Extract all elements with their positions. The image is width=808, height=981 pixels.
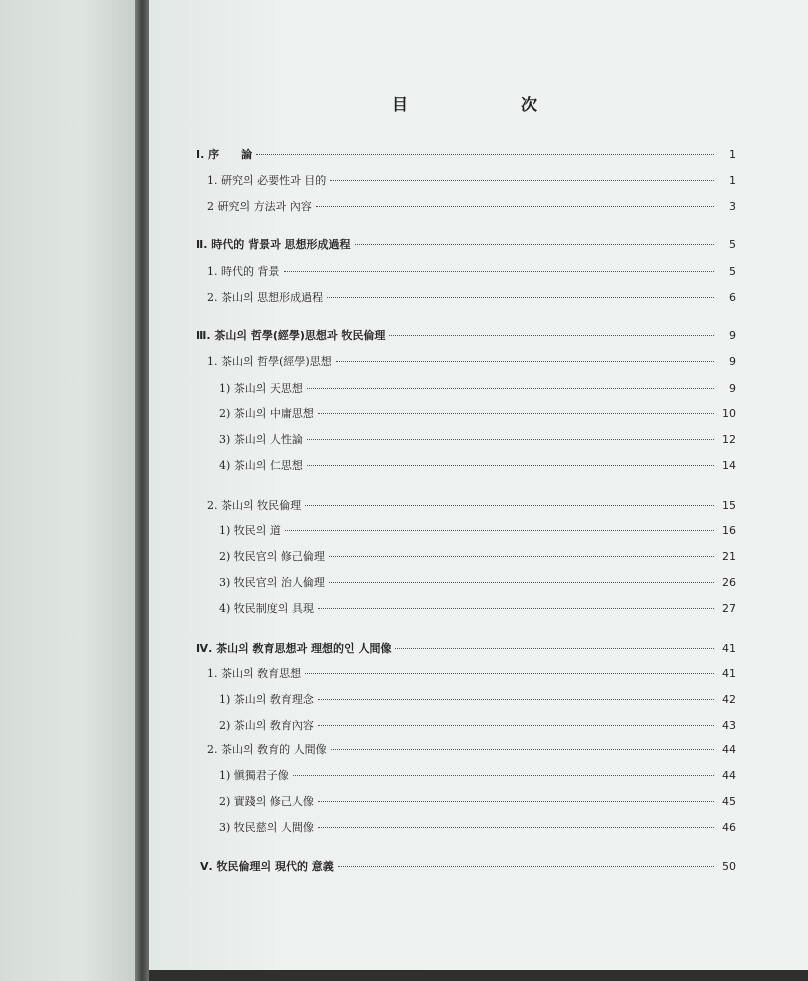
toc-entry-label: 4) 牧民制度의 具現 <box>219 602 314 615</box>
leader-dots <box>329 581 714 583</box>
toc-entry-label: Ⅳ. 茶山의 敎育思想과 理想的인 人間像 <box>196 642 392 655</box>
toc-entry-4-2 <box>207 741 736 757</box>
leader-dots <box>305 672 714 674</box>
leader-dots <box>307 387 714 389</box>
leader-dots <box>395 647 714 649</box>
toc-entry-page: 44 <box>722 743 736 756</box>
toc-entry-3-2-3 <box>219 574 736 590</box>
leader-dots <box>305 504 714 506</box>
leader-dots <box>307 438 714 440</box>
leader-dots <box>355 243 714 245</box>
toc-entry-label: Ⅰ. 序 論 <box>196 148 253 161</box>
toc-entry-chapter-5 <box>200 858 736 874</box>
toc-entry-chapter-2 <box>196 236 736 252</box>
toc-entry-label: 1) 牧民의 道 <box>219 524 281 537</box>
toc-entry-page: 12 <box>722 433 736 446</box>
toc-entry-page: 10 <box>722 407 736 420</box>
toc-entry-page: 43 <box>722 719 736 732</box>
toc-entry-label: 2) 實踐의 修己人像 <box>219 795 314 808</box>
toc-entry-page: 1 <box>729 148 736 161</box>
toc-entry-1-2 <box>207 198 736 214</box>
leader-dots <box>284 270 715 272</box>
toc-entry-chapter-1 <box>196 146 736 162</box>
toc-title-right: 次 <box>521 95 538 114</box>
toc-entry-3-2-1 <box>219 522 736 538</box>
toc-entry-label: 3) 牧民官의 治人倫理 <box>219 576 325 589</box>
toc-entry-chapter-4 <box>196 640 736 656</box>
toc-entry-page: 42 <box>722 693 736 706</box>
toc-entry-label: 1) 愼獨君子像 <box>219 769 289 782</box>
toc-entry-page: 21 <box>722 550 736 563</box>
toc-entry-label: 2. 茶山의 思想形成過程 <box>207 291 324 304</box>
toc-entry-label: 2 硏究의 方法과 內容 <box>207 200 312 213</box>
toc-entry-page: 5 <box>729 265 736 278</box>
toc-title-left: 目 <box>392 95 409 114</box>
toc-entry-page: 16 <box>722 524 736 537</box>
toc-entry-label: 2) 茶山의 中庸思想 <box>219 407 314 420</box>
toc-entry-3-1-3 <box>219 431 736 447</box>
toc-entry-3-1-2 <box>219 405 736 421</box>
toc-entry-label: 3) 茶山의 人性論 <box>219 433 303 446</box>
toc-entry-page: 1 <box>729 174 736 187</box>
toc-entry-4-2-2 <box>219 793 736 809</box>
toc-entry-page: 9 <box>729 382 736 395</box>
toc-entry-label: Ⅴ. 牧民倫理의 現代的 意義 <box>200 860 334 873</box>
leader-dots <box>318 607 714 609</box>
toc-entry-label: 3) 牧民慈의 人間像 <box>219 821 314 834</box>
toc-entry-label: Ⅱ. 時代的 背景과 思想形成過程 <box>196 238 351 251</box>
toc-entry-page: 5 <box>729 238 736 251</box>
leader-dots <box>330 179 714 181</box>
toc-entry-page: 41 <box>722 642 736 655</box>
toc-entry-1-1 <box>207 172 736 188</box>
toc-entry-4-1-2 <box>219 717 736 733</box>
leader-dots <box>318 698 714 700</box>
leader-dots <box>307 464 714 466</box>
book-gutter <box>135 0 149 981</box>
leader-dots <box>331 748 714 750</box>
left-page <box>0 0 135 981</box>
toc-entry-label: 2. 茶山의 牧民倫理 <box>207 499 302 512</box>
leader-dots <box>293 774 714 776</box>
toc-entry-page: 26 <box>722 576 736 589</box>
toc-entry-3-1-1 <box>219 380 736 396</box>
leader-dots <box>338 865 714 867</box>
toc-entry-4-2-3 <box>219 819 736 835</box>
toc-entry-4-1 <box>207 665 736 681</box>
toc-entry-label: 2. 茶山의 敎育的 人間像 <box>207 743 327 756</box>
toc-entry-label: 1. 硏究의 必要性과 目的 <box>207 174 327 187</box>
leader-dots <box>318 800 714 802</box>
toc-entry-3-2 <box>207 497 736 513</box>
leader-dots <box>336 360 714 362</box>
toc-entry-4-2-1 <box>219 767 736 783</box>
toc-entry-2-1 <box>207 263 736 279</box>
toc-entry-label: 4) 茶山의 仁思想 <box>219 459 303 472</box>
toc-entry-3-1-4 <box>219 457 736 473</box>
leader-dots <box>316 205 714 207</box>
toc-entry-label: 2) 茶山의 敎育內容 <box>219 719 314 732</box>
toc-entry-page: 50 <box>722 860 736 873</box>
toc-entry-label: Ⅲ. 茶山의 哲學(經學)思想과 牧民倫理 <box>196 329 386 342</box>
toc-entry-page: 45 <box>722 795 736 808</box>
toc-entry-page: 41 <box>722 667 736 680</box>
toc-entry-page: 15 <box>722 499 736 512</box>
toc-entry-page: 44 <box>722 769 736 782</box>
toc-entry-page: 9 <box>729 355 736 368</box>
leader-dots <box>318 412 714 414</box>
leader-dots <box>318 826 714 828</box>
leader-dots <box>389 334 714 336</box>
toc-entry-3-2-4 <box>219 600 736 616</box>
toc-entry-label: 1. 時代的 背景 <box>207 265 280 278</box>
leader-dots <box>327 296 714 298</box>
toc-entry-3-2-2 <box>219 548 736 564</box>
toc-entry-chapter-3 <box>196 327 736 343</box>
toc-entry-label: 1) 茶山의 天思想 <box>219 382 303 395</box>
toc-entry-page: 9 <box>729 329 736 342</box>
toc-entry-page: 6 <box>729 291 736 304</box>
leader-dots <box>256 153 714 155</box>
toc-entry-label: 2) 牧民官의 修己倫理 <box>219 550 325 563</box>
toc-entry-page: 27 <box>722 602 736 615</box>
toc-entry-3-1 <box>207 353 736 369</box>
toc-entry-4-1-1 <box>219 691 736 707</box>
toc-entry-label: 1) 茶山의 敎育理念 <box>219 693 314 706</box>
toc-entry-label: 1. 茶山의 敎育思想 <box>207 667 302 680</box>
page-bottom-edge <box>149 970 808 981</box>
leader-dots <box>329 555 714 557</box>
leader-dots <box>285 529 714 531</box>
toc-entry-page: 46 <box>722 821 736 834</box>
toc-entry-page: 14 <box>722 459 736 472</box>
toc-entry-page: 3 <box>729 200 736 213</box>
leader-dots <box>318 724 714 726</box>
toc-entry-label: 1. 茶山의 哲學(經學)思想 <box>207 355 332 368</box>
toc-entry-2-2 <box>207 289 736 305</box>
